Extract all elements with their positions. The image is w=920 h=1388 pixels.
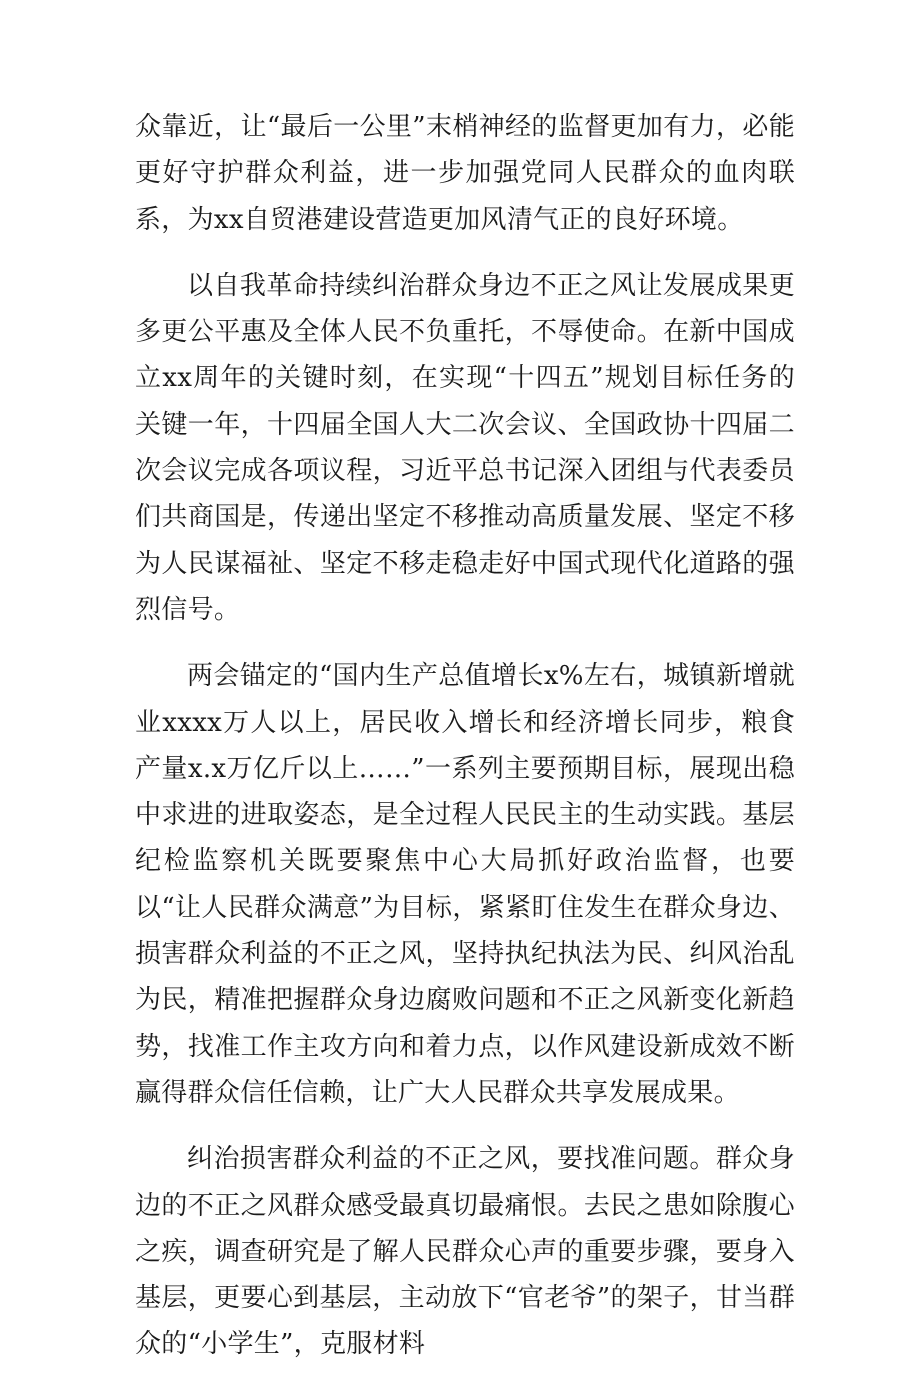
- paragraph: 纠治损害群众利益的不正之风，要找准问题。群众身边的不正之风群众感受最真切最痛恨。去民之患如除腹心之疾，调查研究是了解人民群众心声的重要步骤，要身入基层，更要心到基层，主动放下“官老爷”的架子，甘当群众的“小学生”，克服材料: [135, 1144, 795, 1360]
- paragraph-continuation: 众靠近，让“最后一公里”末梢神经的监督更加有力，必能更好守护群众利益，进一步加强党同人民群众的血肉联系，为xx自贸港建设营造更加风清气正的良好环境。: [135, 112, 795, 235]
- paragraph: 两会锚定的“国内生产总值增长x%左右，城镇新增就业xxxx万人以上，居民收入增长和经济增长同步，粮食产量x.x万亿斤以上……”一系列主要预期目标，展现出稳中求进的进取姿态，是全过程人民民主的生动实践。基层纪检监察机关既要聚焦中心大局抓好政治监督，也要以“让人民群众满意”为目标，紧紧盯住发生在群众身边、损害群众利益的不正之风，坚持执纪执法为民、纠风治乱为民，精准把握群众身边腐败问题和不正之风新变化新趋势，找准工作主攻方向和着力点，以作风建设新成效不断赢得群众信任信赖，让广大人民群众共享发展成果。: [135, 661, 795, 1108]
- document-body: [135, 104, 795, 1388]
- paragraph: 以自我革命持续纠治群众身边不正之风让发展成果更多更公平惠及全体人民不负重托，不辱使命。在新中国成立xx周年的关键时刻，在实现“十四五”规划目标任务的关键一年，十四届全国人大二次会议、全国政协十四届二次会议完成各项议程，习近平总书记深入团组与代表委员们共商国是，传递出坚定不移推动高质量发展、坚定不移为人民谋福祉、坚定不移走稳走好中国式现代化道路的强烈信号。: [135, 270, 795, 625]
